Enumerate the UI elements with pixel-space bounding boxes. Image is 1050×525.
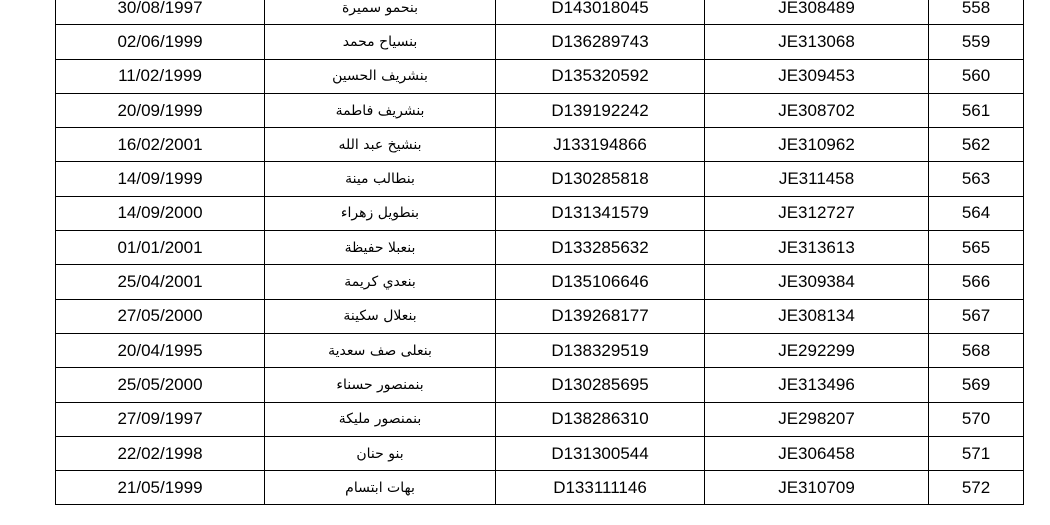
full-name-cell: بنسياح محمد (265, 25, 496, 59)
full-name-cell: بنو حنان (265, 436, 496, 470)
row-number-cell: 558 (929, 0, 1024, 25)
registration-code-cell: JE306458 (705, 436, 929, 470)
full-name-cell: بنشريف الحسين (265, 59, 496, 93)
row-number-cell: 564 (929, 196, 1024, 230)
birth-date-cell: 02/06/1999 (56, 25, 265, 59)
registration-code-cell: JE310709 (705, 471, 929, 505)
row-number-cell: 560 (929, 59, 1024, 93)
birth-date-cell: 22/02/1998 (56, 436, 265, 470)
row-number-cell: 561 (929, 93, 1024, 127)
row-number-cell: 567 (929, 299, 1024, 333)
row-number-cell: 570 (929, 402, 1024, 436)
full-name-cell: بنطالب مينة (265, 162, 496, 196)
table-row (56, 368, 1024, 402)
registration-code-cell: JE308702 (705, 93, 929, 127)
table-row (56, 59, 1024, 93)
full-name-cell: بهات ابتسام (265, 471, 496, 505)
birth-date-cell: 20/04/1995 (56, 333, 265, 367)
full-name-cell: بنعلال سكينة (265, 299, 496, 333)
birth-date-cell: 27/05/2000 (56, 299, 265, 333)
birth-date-cell: 14/09/2000 (56, 196, 265, 230)
row-number-cell: 559 (929, 25, 1024, 59)
table-row (56, 299, 1024, 333)
registration-code-cell: JE311458 (705, 162, 929, 196)
row-number-cell: 571 (929, 436, 1024, 470)
id-card-cell: D138329519 (496, 333, 705, 367)
table-row (56, 196, 1024, 230)
table-row (56, 231, 1024, 265)
id-card-cell: D133111146 (496, 471, 705, 505)
table-row (56, 93, 1024, 127)
full-name-cell: بنعلى صف سعدية (265, 333, 496, 367)
id-card-cell: D130285695 (496, 368, 705, 402)
id-card-cell: D135320592 (496, 59, 705, 93)
row-number-cell: 565 (929, 231, 1024, 265)
full-name-cell: بنمنصور حسناء (265, 368, 496, 402)
full-name-cell: بنعدي كريمة (265, 265, 496, 299)
registration-code-cell: JE309384 (705, 265, 929, 299)
row-number-cell: 569 (929, 368, 1024, 402)
id-card-cell: D139268177 (496, 299, 705, 333)
full-name-cell: بنطويل زهراء (265, 196, 496, 230)
registration-code-cell: JE313496 (705, 368, 929, 402)
registration-code-cell: JE313613 (705, 231, 929, 265)
table-row (56, 265, 1024, 299)
id-card-cell: D130285818 (496, 162, 705, 196)
id-card-cell: J133194866 (496, 128, 705, 162)
birth-date-cell: 11/02/1999 (56, 59, 265, 93)
row-number-cell: 572 (929, 471, 1024, 505)
row-number-cell: 562 (929, 128, 1024, 162)
table-row (56, 0, 1024, 25)
table-row (56, 25, 1024, 59)
birth-date-cell: 20/09/1999 (56, 93, 265, 127)
birth-date-cell: 14/09/1999 (56, 162, 265, 196)
birth-date-cell: 30/08/1997 (56, 0, 265, 25)
birth-date-cell: 25/05/2000 (56, 368, 265, 402)
table-row (56, 128, 1024, 162)
registration-code-cell: JE313068 (705, 25, 929, 59)
table-row (56, 471, 1024, 505)
birth-date-cell: 21/05/1999 (56, 471, 265, 505)
row-number-cell: 563 (929, 162, 1024, 196)
id-card-cell: D135106646 (496, 265, 705, 299)
row-number-cell: 566 (929, 265, 1024, 299)
birth-date-cell: 16/02/2001 (56, 128, 265, 162)
registration-code-cell: JE312727 (705, 196, 929, 230)
birth-date-cell: 27/09/1997 (56, 402, 265, 436)
id-card-cell: D133285632 (496, 231, 705, 265)
table-row (56, 402, 1024, 436)
registration-code-cell: JE298207 (705, 402, 929, 436)
birth-date-cell: 01/01/2001 (56, 231, 265, 265)
table-row (56, 436, 1024, 470)
full-name-cell: بنشريف فاطمة (265, 93, 496, 127)
full-name-cell: بنمنصور مليكة (265, 402, 496, 436)
row-number-cell: 568 (929, 333, 1024, 367)
id-card-cell: D131341579 (496, 196, 705, 230)
id-card-cell: D138286310 (496, 402, 705, 436)
table-row (56, 333, 1024, 367)
birth-date-cell: 25/04/2001 (56, 265, 265, 299)
id-card-cell: D136289743 (496, 25, 705, 59)
full-name-cell: بنعبلا حفيظة (265, 231, 496, 265)
id-card-cell: D143018045 (496, 0, 705, 25)
registration-code-cell: JE308134 (705, 299, 929, 333)
registration-code-cell: JE292299 (705, 333, 929, 367)
registration-code-cell: JE310962 (705, 128, 929, 162)
registration-code-cell: JE309453 (705, 59, 929, 93)
id-card-cell: D139192242 (496, 93, 705, 127)
full-name-cell: بنشيخ عبد الله (265, 128, 496, 162)
table-row (56, 162, 1024, 196)
registration-code-cell: JE308489 (705, 0, 929, 25)
id-card-cell: D131300544 (496, 436, 705, 470)
full-name-cell: بنحمو سميرة (265, 0, 496, 25)
candidates-table (55, 0, 1024, 505)
